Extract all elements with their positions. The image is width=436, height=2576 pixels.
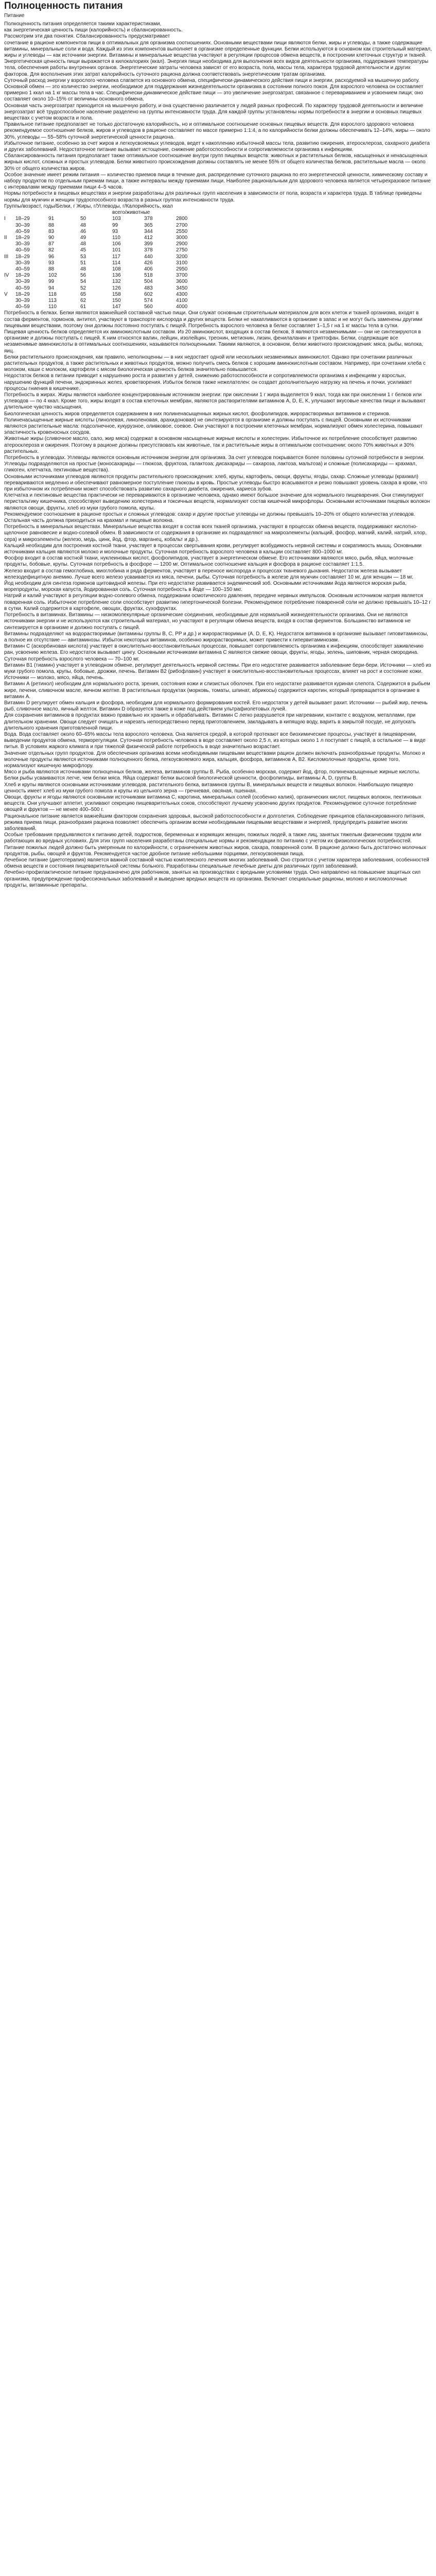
kcal-cell: 3700 <box>176 273 188 279</box>
table-row <box>4 235 207 241</box>
carb-cell: 399 <box>144 241 153 247</box>
body-paragraph: Лечебное питание (диетотерапия) является важной составной частью комплексного лечения многих заболеваний. Оно строится с учетом характера заболевания, особенностей обмена веществ и состояния пищеварительной системы больного. Разработаны специальные лечебные диеты для различных групп заболеваний. <box>4 857 429 870</box>
intro-paragraph: Нормы потребности в пищевых веществах и энергии разработаны для различных групп населения в зависимости от пола, возраста и характера труда. В таблице приведены нормы для мужчин и женщин трудоспособного возраста в разных группах интенсивности труда. <box>4 191 422 203</box>
table-row <box>4 279 207 285</box>
table-row <box>4 285 207 292</box>
table-row <box>4 273 207 279</box>
kcal-cell: 4100 <box>176 297 188 303</box>
body-paragraph: Для сохранения витаминов в продуктах важно правильно их хранить и обрабатывать. Витамин C легко разрушается при нагревании, контакте с воздухом, металлами, при длительном хранении. Овощи следует очищать и нарезать непосредственно перед приготовлением, закладывать в кипящую воду, варить в закрытой посуде, не допускать длительного хранения приготовленной пищи. <box>4 713 416 731</box>
animal-protein-cell: 49 <box>80 234 86 241</box>
age-cell: 18–29 <box>15 234 30 241</box>
animal-protein-cell: 48 <box>80 266 86 272</box>
protein-cell: 87 <box>48 241 55 247</box>
group-cell <box>4 285 15 292</box>
body-paragraph: Белки растительного происхождения, как правило, неполноценны — в них недостает одной или нескольких незаменимых аминокислот. Однако при сочетании различных растительных продуктов, а также растительных и животных продуктов, можно получить смесь белков с хорошим аминокислотным составом. Например, при сочетании хлеба с молоком, каши с молоком, картофеля с мясом биологическая ценность белков значительно повышается. <box>4 354 426 373</box>
group-cell: IV <box>4 273 9 279</box>
animal-protein-cell: 48 <box>80 241 86 247</box>
group-cell: II <box>4 234 7 241</box>
body-paragraph: Потребность в белках. Белки являются важнейшей составной частью пищи. Они служат основным строительным материалом для всех клеток и тканей организма, входят в состав ферментов, гормонов, антител, участвуют в транспорте кислорода и других веществ. Белки не накапливаются в организме в запас и не могут быть заменены другими пищевыми веществами, поэтому они должны постоянно поступать с пищей. Потребность взрослого человека в белке составляет 1–1,5 г на 1 кг массы тела в сутки. <box>4 310 423 329</box>
age-cell: 18–29 <box>15 291 30 297</box>
animal-protein-cell: 51 <box>80 260 86 266</box>
body-paragraph: Кальций необходим для построения костной ткани, участвует в процессах свертывания крови, регулирует возбудимость нервной системы и сократимость мышц. Основными источниками кальция являются молоко и молочные продукты. Суточная потребность взрослого человека в кальции составляет 800–1000 мг. <box>4 543 422 555</box>
body-paragraph: Потребность в витаминах. Витамины — низкомолекулярные органические соединения, необходимые для нормальной жизнедеятельности организма. Они не являются источниками энергии и не используются как строительный материал, но участвуют в регуляции обмена веществ, входя в состав ферментов. Большинство витаминов не синтезируется в организме и должно поступать с пищей. <box>4 612 411 631</box>
animal-protein-cell: 56 <box>80 273 86 279</box>
fat-cell: 108 <box>112 266 121 272</box>
age-cell: 18–29 <box>15 216 30 222</box>
body-paragraph: Рекомендуемое соотношение в рационе простых и сложных углеводов: сахар и другие простые углеводы не должны превышать 10–20% от общего количества углеводов. Остальная часть должна приходиться на крахмал и пищевые волокна. <box>4 511 415 524</box>
fat-cell: 93 <box>112 228 118 234</box>
intro-paragraph: Правильное питание предполагает не только достаточную калорийность, но и оптимальное соотношение основных пищевых веществ. Для взрослого здорового человека рекомендуемое соотношение белков, жиров и углеводов в рационе составляет по массе примерно 1:1:4, а по калорийности белки должны обеспечивать 12–14%, жиры — около 30%, углеводы — 55–58% суточной энергетической ценности рациона. <box>4 122 430 140</box>
carb-cell: 365 <box>144 222 153 228</box>
fat-cell: 147 <box>112 304 121 310</box>
protein-cell: 99 <box>48 279 55 285</box>
body-paragraph: Потребность в углеводах. Углеводы являются основным источником энергии для организма. За счет углеводов покрывается более половины суточной потребности в энергии. Углеводы подразделяются на простые (моносахариды — глюкоза, фруктоза, галактоза; дисахариды — сахароза, лактоза, мальтоза) и сложные (полисахариды — крахмал, гликоген, клетчатка, пектиновые вещества). <box>4 455 425 473</box>
body-paragraph: Животные жиры (сливочное масло, сало, жир мяса) содержат в основном насыщенные жирные кислоты и холестерин. Избыточное их потребление способствует развитию атеросклероза и ожирения. Поэтому в рационе должны присутствовать как животные, так и растительные жиры в оптимальном соотношении: около 70% животных и 30% растительных. <box>4 436 417 454</box>
kcal-cell: 3200 <box>176 253 188 260</box>
group-cell <box>4 266 15 273</box>
age-cell: 30–39 <box>15 297 30 303</box>
body-paragraph: Натрий и калий участвуют в регуляции водно-солевого обмена, поддержании осмотического давления, передаче нервных импульсов. Основным источником натрия является поваренная соль. Избыточное потребление соли способствует развитию гипертонической болезни. Рекомендуемое потребление поваренной соли не должно превышать 10–12 г в сутки. Калий содержится в картофеле, овощах, фруктах, сухофруктах. <box>4 593 431 612</box>
body-paragraph: Витамины подразделяют на водорастворимые (витамины группы B, C, PP и др.) и жирорастворимые (A, D, E, K). Недостаток витаминов в организме вызывает гиповитаминозы, а полное их отсутствие — авитаминозы. Избыток некоторых витаминов, особенно жирорастворимых, может привести к гипервитаминозам. <box>4 631 428 643</box>
body-paragraph: Клетчатка и пектиновые вещества практически не перевариваются в организме человека, однако имеют большое значение для нормального пищеварения. Они стимулируют перистальтику кишечника, способствуют выведению холестерина и токсичных веществ, нормализуют состав кишечной микрофлоры. Основными источниками пищевых волокон являются овощи, фрукты, хлеб из муки грубого помола, крупы. <box>4 493 430 511</box>
protein-cell: 113 <box>48 297 57 303</box>
age-cell: 40–59 <box>15 285 30 291</box>
intro-paragraph: Рассмотрим эти два понятия. Сбалансированность предусматривает <box>4 33 170 40</box>
kcal-cell: 4300 <box>176 291 188 297</box>
body-paragraph: Железо входит в состав гемоглобина, миоглобина и ряда ферментов, участвует в переносе кислорода и процессах тканевого дыхания. Недостаток железа вызывает железодефицитную анемию. Лучше всего железо усваивается из мяса, печени, рыбы. Суточная потребность в железе для мужчин составляет 10 мг, для женщин — 18 мг. <box>4 568 413 580</box>
protein-cell: 82 <box>48 247 55 253</box>
kcal-cell: 2550 <box>176 228 188 234</box>
age-cell: 40–59 <box>15 247 30 253</box>
group-cell <box>4 304 15 310</box>
fat-cell: 117 <box>112 253 120 260</box>
intro-paragraph: Избыточное питание, особенно за счет жиров и легкоусвояемых углеводов, ведет к накоплению избыточной массы тела, развитию ожирения, атеросклероза, сахарного диабета и других заболеваний. Недостаточное питание вызывает истощение, снижение работоспособности и сопротивляемости организма к инфекциям. <box>4 140 430 153</box>
kcal-cell: 3100 <box>176 260 188 266</box>
age-cell: 40–59 <box>15 266 30 272</box>
carb-cell: 378 <box>144 216 153 222</box>
body-paragraph: Потребность в жирах. Жиры являются наиболее концентрированным источником энергии: при окислении 1 г жира выделяется 9 ккал, тогда как при окислении 1 г белков или углеводов — по 4 ккал. Кроме того, жиры входят в состав клеточных мембран, являются растворителями витаминов A, D, E, K, улучшают вкусовые качества пищи и вызывают длительное чувство насыщения. <box>4 392 426 411</box>
age-cell: 30–39 <box>15 222 30 228</box>
table-row <box>4 304 207 310</box>
body-paragraph: Хлеб и крупы являются основными источниками углеводов, растительного белка, витаминов группы B, минеральных веществ и пищевых волокон. Наибольшую пищевую ценность имеет хлеб из муки грубого помола и крупы из цельного зерна — гречневая, овсяная, пшенная. <box>4 782 413 794</box>
age-cell: 40–59 <box>15 304 30 310</box>
protein-cell: 83 <box>48 228 55 234</box>
carb-cell: 412 <box>144 234 153 241</box>
protein-cell: 110 <box>48 304 57 310</box>
table-row <box>4 223 207 229</box>
body-paragraph: Витамин A (ретинол) необходим для нормального роста, зрения, состояния кожи и слизистых оболочек. При его недостатке развивается куриная слепота. Содержится в рыбьем жире, печени, сливочном масле, яичном желтке. В растительных продуктах (морковь, томаты, шпинат, абрикосы) содержится каротин, который превращается в организме в витамин A. <box>4 681 430 700</box>
group-cell <box>4 241 15 247</box>
fat-cell: 150 <box>112 297 121 303</box>
kcal-cell: 3600 <box>176 279 188 285</box>
age-cell: 30–39 <box>15 260 30 266</box>
protein-cell: 118 <box>48 291 57 297</box>
group-cell <box>4 223 15 229</box>
fat-cell: 158 <box>112 291 121 297</box>
intro-paragraph: Суточный расход энергии у взрослого человека слагается из основного обмена, специфически-динамического действия пищи и энергии, расходуемой на мышечную работу. Основной обмен — это количество энергии, необходимое для поддержания жизнедеятельности организма в состоянии полного покоя. Для взрослого человека он составляет примерно 1 ккал на 1 кг массы тела в час. Специфически-динамическое действие пищи — это увеличение энергозатрат, связанное с перевариванием и усвоением пищи; оно составляет около 10–15% от величины основного обмена. <box>4 77 424 103</box>
group-cell <box>4 260 15 266</box>
age-cell: 40–59 <box>15 228 30 234</box>
intro-paragraph: Полноценность питания определяется такими характеристиками, <box>4 21 162 27</box>
table-row <box>4 260 207 266</box>
kcal-cell: 3450 <box>176 285 188 291</box>
group-cell: V <box>4 291 8 297</box>
table-row <box>4 298 207 304</box>
carb-cell: 440 <box>144 253 153 260</box>
body-paragraph: Мясо и рыба являются источниками полноценных белков, железа, витаминов группы B. Рыба, особенно морская, содержит йод, фтор, полиненасыщенные жирные кислоты. Белки рыбы усваиваются легче, чем белки мяса. Яйца содержат белки высокой биологической ценности, фосфолипиды, витамины A, D, группы B. <box>4 769 421 782</box>
carb-cell: 574 <box>144 297 153 303</box>
protein-cell: 88 <box>48 222 55 228</box>
intro-paragraph: сочетание в рационе компонентов пищи в оптимальных для организма соотношениях. Основными веществами пищи являются белки, жиры и углеводы, а также содержащие витамины, минеральные соли и вода. Каждый из этих компонентов выполняет в организме определенные функции. Белки используются в основном как строительный материал, жиры и углеводы — как источники энергии. Витамины и минеральные вещества участвуют в регуляции процессов обмена веществ, в построении клеточных структур и тканей. <box>4 40 432 59</box>
kcal-cell: 3000 <box>176 234 188 241</box>
page-title: Полноценность питания <box>4 1 123 11</box>
animal-protein-cell: 45 <box>80 247 86 253</box>
norms-table-caption: Группы/возраст, годы/Белки, г Жиры, г/Углеводы, г/Калорийность, ккал <box>4 203 173 209</box>
table-row <box>4 292 207 298</box>
fat-cell: 101 <box>112 247 121 253</box>
fat-cell: 106 <box>112 241 121 247</box>
kcal-cell: 2700 <box>176 222 188 228</box>
body-paragraph: Потребность в минеральных веществах. Минеральные вещества входят в состав всех тканей организма, участвуют в процессах обмена веществ, поддерживают кислотно-щелочное равновесие и водно-солевой обмен. В зависимости от содержания в организме их подразделяют на макроэлементы (кальций, фосфор, магний, калий, натрий, хлор, сера) и микроэлементы (железо, медь, цинк, йод, фтор, марганец, кобальт и др.). <box>4 524 427 543</box>
kcal-cell: 4000 <box>176 304 188 310</box>
body-paragraph: Йод необходим для синтеза гормонов щитовидной железы. При его недостатке развивается эндемический зоб. Основными источниками йода являются морская рыба, морепродукты, морская капуста, йодированная соль. Суточная потребность в йоде — 100–150 мкг. <box>4 581 407 593</box>
table-row <box>4 241 207 247</box>
norms-table <box>4 216 207 310</box>
body-section <box>4 310 432 889</box>
body-paragraph: Рациональное питание является важнейшим фактором сохранения здоровья, высокой работоспособности и долголетия. Соблюдение принципов сбалансированного питания, режима приема пищи, разнообразия рациона позволяет обеспечить организм всеми необходимыми пищевыми веществами и энергией, предупредить развитие многих заболеваний. <box>4 813 425 832</box>
fat-cell: 126 <box>112 285 121 291</box>
carb-cell: 378 <box>144 247 153 253</box>
intro-section <box>4 21 432 204</box>
protein-cell: 94 <box>48 285 55 291</box>
animal-protein-cell: 52 <box>80 285 86 291</box>
animal-protein-cell: 50 <box>80 216 86 222</box>
carb-cell: 406 <box>144 266 153 272</box>
age-cell: 30–39 <box>15 241 30 247</box>
animal-protein-cell: 48 <box>80 222 86 228</box>
carb-cell: 504 <box>144 279 153 285</box>
fat-cell: 114 <box>112 260 120 266</box>
protein-cell: 90 <box>48 234 55 241</box>
kcal-cell: 2950 <box>176 266 188 272</box>
protein-cell: 96 <box>48 253 55 260</box>
carb-cell: 483 <box>144 285 153 291</box>
intro-paragraph: Особое значение имеет режим питания — количество приемов пищи в течение дня, распределение суточного рациона по его энергетической ценности, химическому составу и набору продуктов по отдельным приемам пищи, а также интервалы между приемами пищи. Наиболее рациональным для здорового человека является четырехразовое питание с интервалами между приемами пищи 4–5 часов. <box>4 172 431 191</box>
table-row <box>4 247 207 253</box>
age-cell: 18–29 <box>15 273 30 279</box>
protein-cell: 93 <box>48 260 55 266</box>
body-paragraph: Пищевая ценность белков определяется их аминокислотным составом. Из 20 аминокислот, входящих в состав белков, 8 являются незаменимыми — они не синтезируются в организме и должны поступать с пищей. К ним относятся валин, лейцин, изолейцин, треонин, метионин, лизин, фенилаланин и триптофан. Белки, содержащие все незаменимые аминокислоты в оптимальных соотношениях, называются полноценными. Такими являются, в основном, белки животного происхождения: мяса, рыбы, молока, яиц. <box>4 329 423 354</box>
body-paragraph: Значение отдельных групп продуктов. Для обеспечения организма всеми необходимыми пищевыми веществами рацион должен включать разнообразные продукты. Молоко и молочные продукты являются источниками полноценного белка, легкоусвояемого жира, кальция, фосфора, витаминов A, B2. Кисломолочные продукты, кроме того, нормализуют кишечную микрофлору. <box>4 750 425 769</box>
fat-cell: 132 <box>112 279 121 285</box>
animal-protein-cell: 62 <box>80 297 86 303</box>
group-cell <box>4 279 15 285</box>
age-cell: 30–39 <box>15 279 30 285</box>
kcal-cell: 2750 <box>176 247 188 253</box>
protein-cell: 102 <box>48 273 57 279</box>
carb-cell: 344 <box>144 228 153 234</box>
intro-paragraph: Сбалансированность питания предполагает также оптимальное соотношение внутри групп пищевых веществ: животных и растительных белков, насыщенных и ненасыщенных жирных кислот, сложных и простых углеводов. Белки животного происхождения должны составлять не менее 55% от общего количества белков, растительные масла — около 30% от общего количества жиров. <box>4 153 428 172</box>
table-row <box>4 266 207 273</box>
group-cell: III <box>4 253 9 260</box>
kcal-cell: 2900 <box>176 241 188 247</box>
fat-cell: 110 <box>112 234 120 241</box>
table-row <box>4 216 207 222</box>
body-paragraph: Основными источниками углеводов являются продукты растительного происхождения: хлеб, крупы, картофель, овощи, фрукты, ягоды, сахар. Сложные углеводы (крахмал) перевариваются медленно и обеспечивают равномерное поступление глюкозы в кровь. Простые углеводы быстро всасываются и резко повышают уровень сахара в крови, что при избыточном их потреблении может способствовать развитию сахарного диабета, ожирения, кариеса зубов. <box>4 473 427 493</box>
fat-cell: 99 <box>112 222 118 228</box>
animal-protein-cell: 53 <box>80 253 86 260</box>
body-paragraph: Недостаток белков в питании приводит к нарушению роста и развития у детей, снижению работоспособности и сопротивляемости организма к инфекциям у взрослых, нарушению функций печени, эндокринных желез, кроветворения. Избыток белков также нежелателен: он создает дополнительную нагрузку на печень и почки, усиливает процессы гниения в кишечнике. <box>4 373 412 392</box>
body-paragraph: Витамин C (аскорбиновая кислота) участвует в окислительно-восстановительных процессах, повышает сопротивляемость организма к инфекциям, способствует заживлению ран, усвоению железа. Его недостаток вызывает цингу. Основными источниками витамина C являются свежие овощи, фрукты, ягоды, зелень, шиповник, черная смородина. Суточная потребность взрослого человека — 70–100 мг. <box>4 643 424 662</box>
group-cell <box>4 247 15 253</box>
body-paragraph: Фосфор входит в состав костной ткани, нуклеиновых кислот, фосфолипидов, участвует в энергетическом обмене. Его источниками являются мясо, рыба, яйца, молочные продукты, бобовые, крупы. Суточная потребность в фосфоре — 1200 мг. Оптимальное соотношение кальция и фосфора в рационе составляет 1:1,5. <box>4 555 413 568</box>
document-page <box>0 0 436 889</box>
carb-cell: 560 <box>144 304 153 310</box>
age-cell: 18–29 <box>15 253 30 260</box>
body-paragraph: Вода. Вода составляет около 60–65% массы тела взрослого человека. Она является средой, в которой протекают все биохимические процессы, участвует в пищеварении, выведении продуктов обмена, терморегуляции. Суточная потребность человека в воде составляет около 2,5 л, из которых около 1 л поступает с пищей, а остальное — в виде питья. В условиях жаркого климата и при тяжелой физической работе потребность в воде значительно возрастает. <box>4 731 426 750</box>
kcal-cell: 2800 <box>176 216 188 222</box>
table-row <box>4 229 207 235</box>
intro-paragraph: Энергетическая ценность пищи выражается в килокалориях (ккал). Энергия пищи необходима для выполнения всех видов деятельности организма, поддержания температуры тела, обеспечения работы внутренних органов. Энергетические затраты человека зависят от его возраста, пола, массы тела, характера трудовой деятельности и других факторов. Для восполнения этих затрат калорийность суточного рациона должна соответствовать энергетическим тратам организма. <box>4 59 429 77</box>
table-row <box>4 254 207 260</box>
animal-protein-cell: 65 <box>80 291 86 297</box>
norms-table-subcaption: всего/животные <box>112 210 150 216</box>
group-cell <box>4 298 15 304</box>
fat-cell: 136 <box>112 273 121 279</box>
body-paragraph: Витамин D регулирует обмен кальция и фосфора, необходим для нормального формирования костей. Его недостаток у детей вызывает рахит. Источники — рыбий жир, печень рыб, сливочное масло, яичный желток. Витамин D образуется также в коже под действием ультрафиолетовых лучей. <box>4 700 428 713</box>
group-cell: I <box>4 216 6 222</box>
body-paragraph: Лечебно-профилактическое питание предназначено для работников, занятых на производствах с вредными условиями труда. Оно направлено на повышение защитных сил организма, предупреждение профессиональных заболеваний и выведение вредных веществ из организма. Включает специальные рационы, молоко и кисломолочные продукты, витаминные препараты. <box>4 870 421 888</box>
body-paragraph: Питание пожилых людей должно быть умеренным по калорийности, с ограничением животных жиров, сахара, поваренной соли. В рационе должно быть достаточно молочных продуктов, рыбы, овощей и фруктов. Рекомендуется частое дробное питание небольшими порциями, легкоусвояемая пища. <box>4 844 426 857</box>
protein-cell: 91 <box>48 216 55 222</box>
intro-paragraph: как энергетическая ценность пищи (калорийность) и сбалансированность. <box>4 27 183 33</box>
carb-cell: 426 <box>144 260 153 266</box>
body-paragraph: Овощи, фрукты и ягоды являются основными источниками витамина C, каротина, минеральных солей (особенно калия), органических кислот, пищевых волокон, пектиновых веществ. Они улучшают аппетит, усиливают секрецию пищеварительных соков, способствуют лучшему усвоению других продуктов. Рекомендуемое суточное потребление овощей и фруктов — не менее 400–500 г. <box>4 794 422 813</box>
intro-paragraph: Основная часть энергозатрат приходится на мышечную работу, и она существенно различается у людей разных профессий. По характеру трудовой деятельности и величине энергозатрат всё трудоспособное население разделено на группы интенсивности труда. Для каждой группы установлены нормы потребности в энергии и основных пищевых веществах с учетом возраста и пола. <box>4 103 423 122</box>
protein-cell: 88 <box>48 266 55 272</box>
animal-protein-cell: 54 <box>80 279 86 285</box>
body-paragraph: Витамин B1 (тиамин) участвует в углеводном обмене, регулирует деятельность нервной системы. При его недостатке развивается заболевание бери-бери. Источники — хлеб из муки грубого помола, крупы, бобовые, дрожжи, печень. Витамин B2 (рибофлавин) участвует в окислительно-восстановительных процессах, влияет на рост и состояние кожи. Источники — молоко, мясо, яйца, печень. <box>4 662 431 681</box>
page-subtitle: Питание <box>4 13 25 19</box>
animal-protein-cell: 61 <box>80 304 86 310</box>
group-cell <box>4 229 15 235</box>
carb-cell: 602 <box>144 291 153 297</box>
fat-cell: 103 <box>112 216 121 222</box>
animal-protein-cell: 46 <box>80 228 86 234</box>
carb-cell: 518 <box>144 273 153 279</box>
body-paragraph: Биологическая ценность жиров определяется содержанием в них полиненасыщенных жирных кислот, фосфолипидов, жирорастворимых витаминов и стеринов. Полиненасыщенные жирные кислоты (линолевая, линоленовая, арахидоновая) не синтезируются в организме и должны поступать с пищей. Основными их источниками являются растительные масла: подсолнечное, кукурузное, оливковое, соевое. Они участвуют в построении клеточных мембран, нормализуют обмен холестерина, повышают эластичность кровеносных сосудов. <box>4 411 423 436</box>
body-paragraph: Особые требования предъявляются к питанию детей, подростков, беременных и кормящих женщин, пожилых людей, а также лиц, занятых тяжелым физическим трудом или работающих во вредных условиях. Для этих групп населения разработаны специальные нормы и рекомендации по питанию с учетом их физиологических потребностей. <box>4 832 422 844</box>
